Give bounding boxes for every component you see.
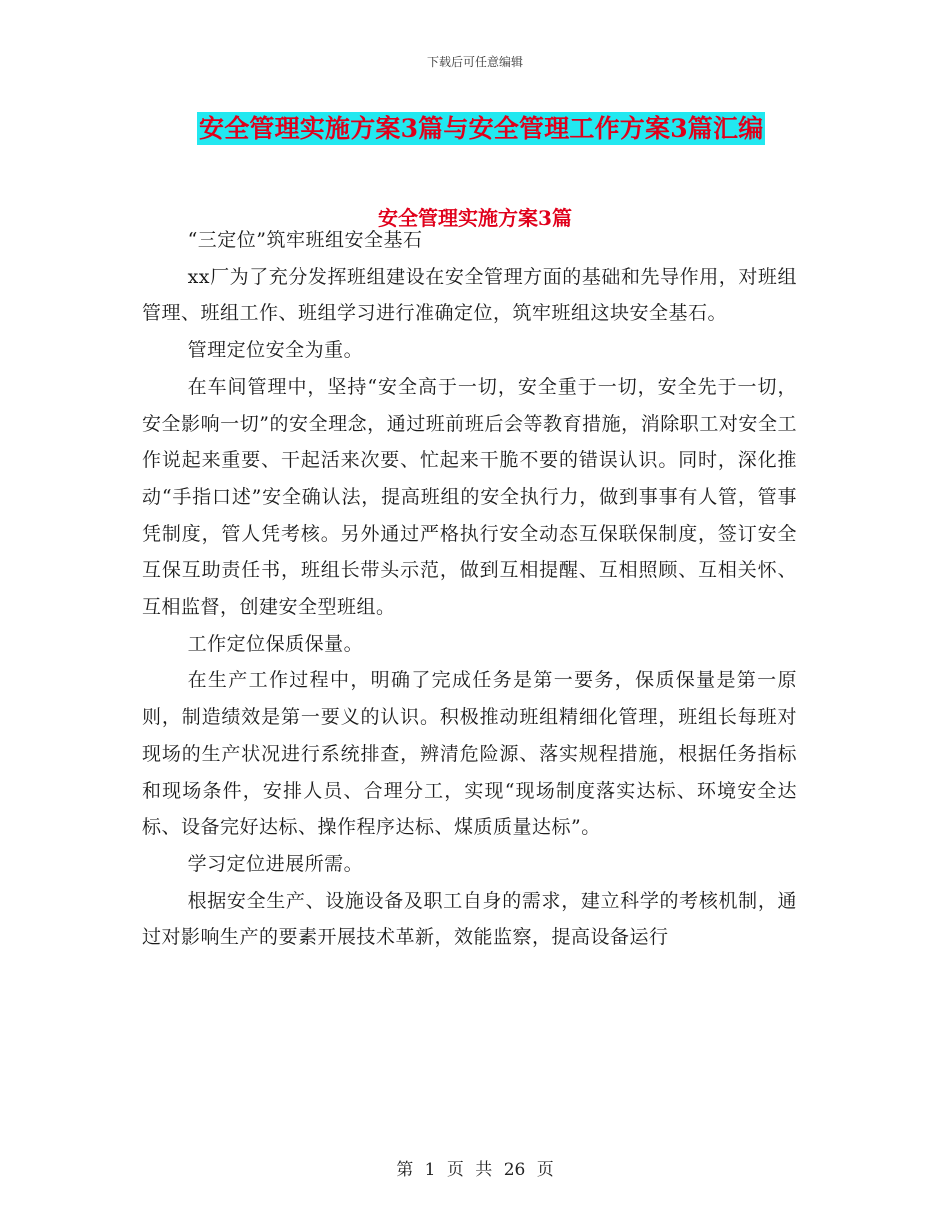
paragraph-learning: 根据安全生产、设施设备及职工自身的需求，建立科学的考核机制，通过对影响生产的要素开展技术革新，效能监察，提高设备运行 (142, 889, 797, 949)
paragraph-heading-management: 管理定位安全为重。 (187, 339, 364, 362)
document-title: 安全管理实施方案3篇与安全管理工作方案3篇汇编 (199, 114, 764, 143)
paragraph-intro: xx厂为了充分发挥班组建设在安全管理方面的基础和先导作用，对班组管理、班组工作、班组学习进行准确定位，筑牢班组这块安全基石。 (142, 265, 797, 325)
section-title: 安全管理实施方案3篇 (378, 206, 572, 230)
document-body (142, 222, 797, 956)
paragraph-heading-learning: 学习定位进展所需。 (187, 852, 364, 875)
paragraph-heading-work: 工作定位保质保量。 (187, 632, 364, 655)
page-footer: 第 1 页 共 26 页 (396, 1160, 554, 1180)
header-note: 下载后可任意编辑 (426, 55, 523, 69)
paragraph-management: 在车间管理中，坚持“安全高于一切，安全重于一切，安全先于一切，安全影响一切”的安全理念，通过班前班后会等教育措施，消除职工对安全工作说起来重要、干起活来次要、忙起来干脆不要的错误认识。同时，深化推动“手指口述”安全确认法，提高班组的安全执行力，做到事事有人管，管事凭制度，管人凭考核。另外通过严格执行安全动态互保联保制度，签订安全互保互助责任书，班组长带头示范，做到互相提醒、互相照顾、互相关怀、互相监督，创建安全型班组。 (142, 375, 797, 619)
paragraph-work: 在生产工作过程中，明确了完成任务是第一要务，保质保量是第一原则，制造绩效是第一要义的认识。积极推动班组精细化管理，班组长每班对现场的生产状况进行系统排查，辨清危险源、落实规程措施，根据任务指标和现场条件，安排人员、合理分工，实现“现场制度落实达标、环境安全达标、设备完好达标、操作程序达标、煤质质量达标”。 (142, 669, 797, 839)
paragraph-heading-three-positions: “三定位”筑牢班组安全基石 (187, 229, 423, 251)
